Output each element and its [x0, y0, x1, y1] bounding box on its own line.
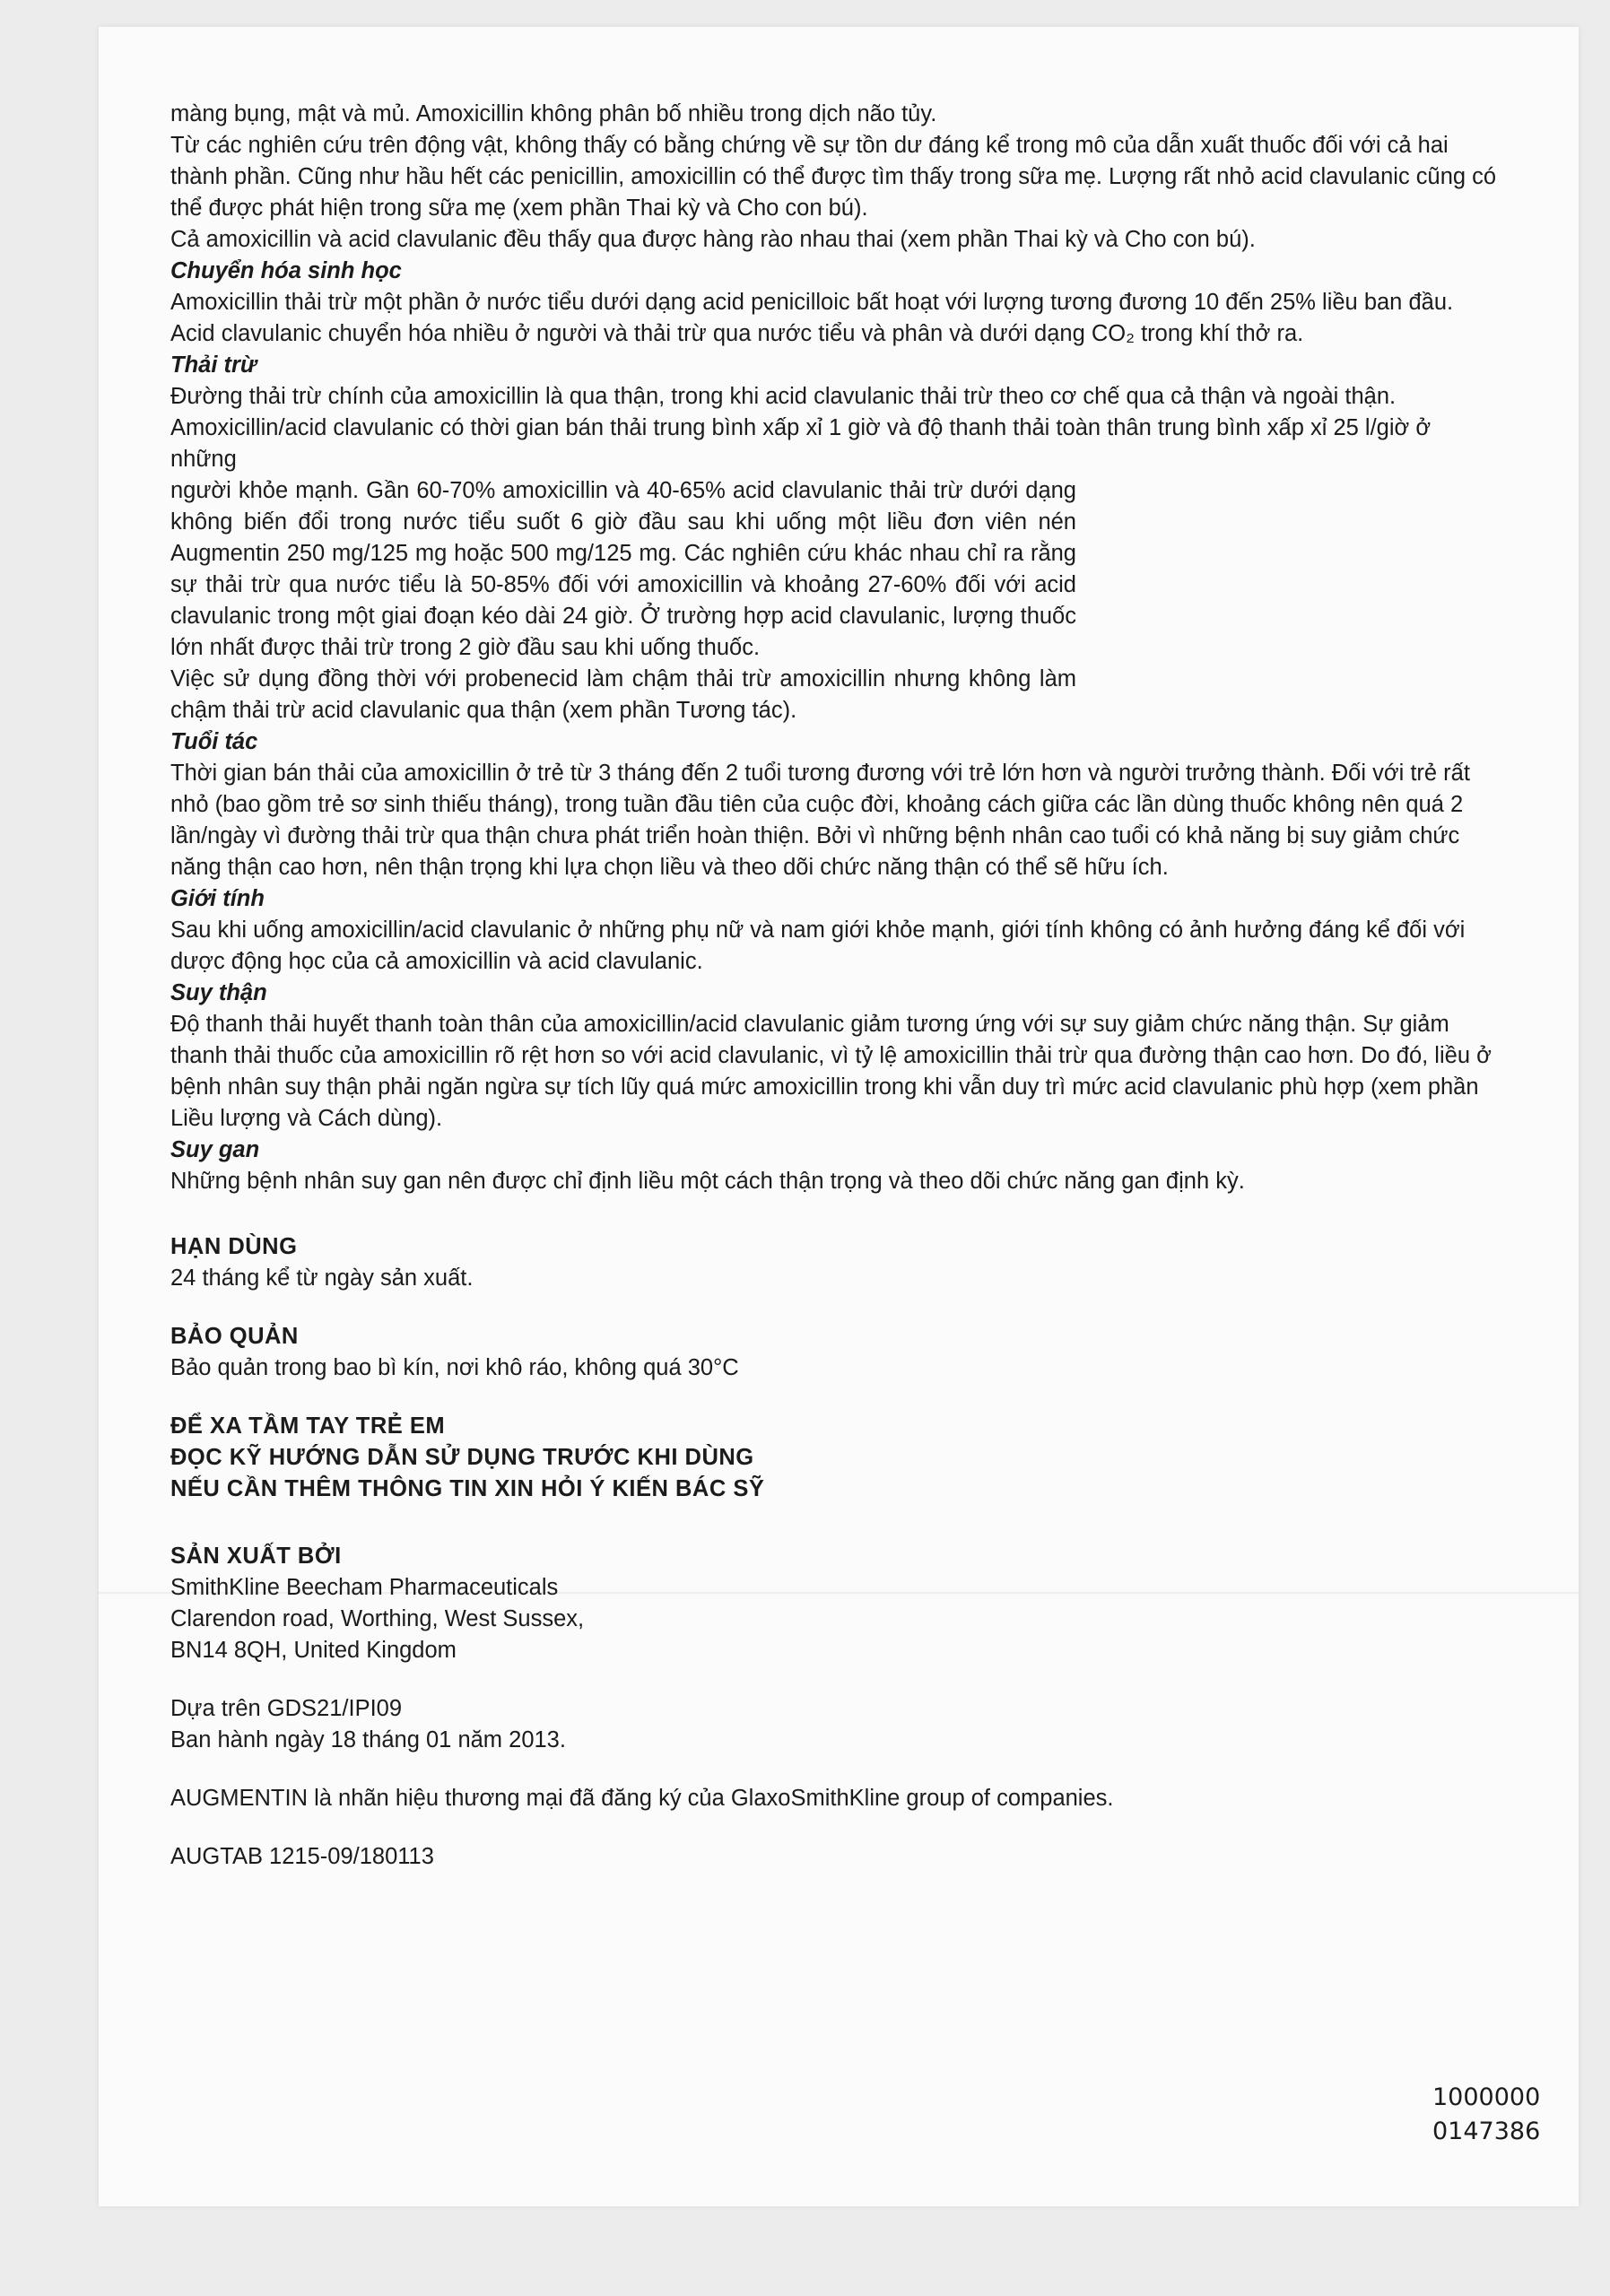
- document-code: AUGTAB 1215-09/180113: [170, 1844, 434, 1869]
- batch-code-2: 0147386: [1432, 2118, 1541, 2145]
- warning-consult-doctor: NẾU CẦN THÊM THÔNG TIN XIN HỎI Ý KIẾN BÁC SỸ: [170, 1476, 765, 1501]
- reference-based-on: Dựa trên GDS21/IPI09: [170, 1696, 403, 1721]
- age-text: Thời gian bán thải của amoxicillin ở trẻ từ 3 tháng đến 2 tuổi tương đương với trẻ lớn hơn và người trưởng thành. Đối với trẻ rất nhỏ (bao gồm trẻ sơ sinh thiếu tháng), trong tuần đầu tiên của cuộc đời, khoảng cách giữa các lần dùng thuốc không nên quá 2 lần/ngày vì đường thải trừ qua thận chưa phát triển hoàn thiện. Bởi vì những bệnh nhân cao tuổi có khả năng bị suy giảm chức năng thận cao hơn, nên thận trọng khi lựa chọn liều và theo dõi chức năng thận có thể sẽ hữu ích.: [170, 761, 1470, 880]
- biotransformation-heading: Chuyển hóa sinh học: [170, 258, 402, 283]
- elimination-heading: Thải trừ: [170, 352, 257, 378]
- batch-codes: [1432, 2081, 1540, 2149]
- reference-issued-date: Ban hành ngày 18 tháng 01 năm 2013.: [170, 1727, 566, 1752]
- elimination-text-2: Amoxicillin/acid clavulanic có thời gian bán thải trung bình xấp xỉ 1 giờ và độ thanh thải toàn thân trung bình xấp xỉ 25 l/giờ ở những: [170, 415, 1432, 472]
- shelf-life-text: 24 tháng kể từ ngày sản xuất.: [170, 1265, 474, 1291]
- elimination-text-4: Việc sử dụng đồng thời với probenecid làm chậm thải trừ amoxicillin nhưng không làm chậm thải trừ acid clavulanic qua thận (xem phần Tương tác).: [170, 666, 1076, 723]
- hepatic-impairment-text: Những bệnh nhân suy gan nên được chỉ định liều một cách thận trọng và theo dõi chức năng gan định kỳ.: [170, 1169, 1245, 1194]
- document-content: [170, 99, 1498, 1873]
- renal-impairment-text: Độ thanh thải huyết thanh toàn thân của amoxicillin/acid clavulanic giảm tương ứng với sự suy giảm chức năng thận. Sự giảm thanh thải thuốc của amoxicillin rõ rệt hơn so với acid clavulanic, vì tỷ lệ amoxicillin thải trừ qua đường thận cao hơn. Do đó, liều ở bệnh nhân suy thận phải ngăn ngừa sự tích lũy quá mức amoxicillin trong khi vẫn duy trì mức acid clavulanic phù hợp (xem phần Liều lượng và Cách dùng).: [170, 1012, 1492, 1131]
- manufacturer-address-1: Clarendon road, Worthing, West Sussex,: [170, 1606, 585, 1631]
- gender-text: Sau khi uống amoxicillin/acid clavulanic ở những phụ nữ và nam giới khỏe mạnh, giới tính không có ảnh hưởng đáng kể đối với dược động học của cả amoxicillin và acid clavulanic.: [170, 918, 1466, 974]
- elimination-text-1: Đường thải trừ chính của amoxicillin là qua thận, trong khi acid clavulanic thải trừ theo cơ chế qua cả thận và ngoài thận.: [170, 384, 1397, 409]
- manufacturer-heading: SẢN XUẤT BỞI: [170, 1544, 342, 1569]
- document-sheet: [99, 27, 1579, 2206]
- hepatic-impairment-heading: Suy gan: [170, 1137, 260, 1162]
- shelf-life-heading: HẠN DÙNG: [170, 1234, 298, 1259]
- distribution-paragraph-3: Cả amoxicillin và acid clavulanic đều thấy qua được hàng rào nhau thai (xem phần Thai kỳ và Cho con bú).: [170, 227, 1256, 252]
- distribution-paragraph-2: Từ các nghiên cứu trên động vật, không thấy có bằng chứng về sự tồn dư đáng kể trong mô của dẫn xuất thuốc đối với cả hai thành phần. Cũng như hầu hết các penicillin, amoxicillin có thể được tìm thấy trong sữa mẹ. Lượng rất nhỏ acid clavulanic cũng có thể được phát hiện trong sữa mẹ (xem phần Thai kỳ và Cho con bú).: [170, 133, 1497, 221]
- batch-code-1: 1000000: [1432, 2083, 1541, 2111]
- age-heading: Tuổi tác: [170, 729, 258, 754]
- elimination-text-3: người khỏe mạnh. Gần 60-70% amoxicillin và 40-65% acid clavulanic thải trừ dưới dạng không biến đổi trong nước tiểu suốt 6 giờ đầu sau khi uống một liều đơn viên nén Augmentin 250 mg/125 mg hoặc 500 mg/125 mg. Các nghiên cứu khác nhau chỉ ra rằng sự thải trừ qua nước tiểu là 50-85% đối với amoxicillin và khoảng 27-60% đối với acid clavulanic trong một giai đoạn kéo dài 24 giờ. Ở trường hợp acid clavulanic, lượng thuốc lớn nhất được thải trừ trong 2 giờ đầu sau khi uống thuốc.: [170, 478, 1076, 660]
- manufacturer-address-2: BN14 8QH, United Kingdom: [170, 1638, 457, 1663]
- storage-text: Bảo quản trong bao bì kín, nơi khô ráo, không quá 30°C: [170, 1355, 739, 1380]
- renal-impairment-heading: Suy thận: [170, 980, 267, 1005]
- trademark-notice: AUGMENTIN là nhãn hiệu thương mại đã đăng ký của GlaxoSmithKline group of companies.: [170, 1786, 1114, 1811]
- manufacturer-name: SmithKline Beecham Pharmaceuticals: [170, 1575, 559, 1600]
- distribution-paragraph-1: màng bụng, mật và mủ. Amoxicillin không phân bố nhiều trong dịch não tủy.: [170, 101, 937, 126]
- warning-read-instructions: ĐỌC KỸ HƯỚNG DẪN SỬ DỤNG TRƯỚC KHI DÙNG: [170, 1445, 754, 1470]
- warning-keep-away: ĐỂ XA TẦM TAY TRẺ EM: [170, 1413, 446, 1439]
- gender-heading: Giới tính: [170, 886, 265, 911]
- storage-heading: BẢO QUẢN: [170, 1324, 299, 1349]
- biotransformation-text: Amoxicillin thải trừ một phần ở nước tiểu dưới dạng acid penicilloic bất hoạt với lượng tương đương 10 đến 25% liều ban đầu. Acid clavulanic chuyển hóa nhiều ở người và thải trừ qua nước tiểu và phân và dưới dạng CO₂ trong khí thở ra.: [170, 290, 1454, 346]
